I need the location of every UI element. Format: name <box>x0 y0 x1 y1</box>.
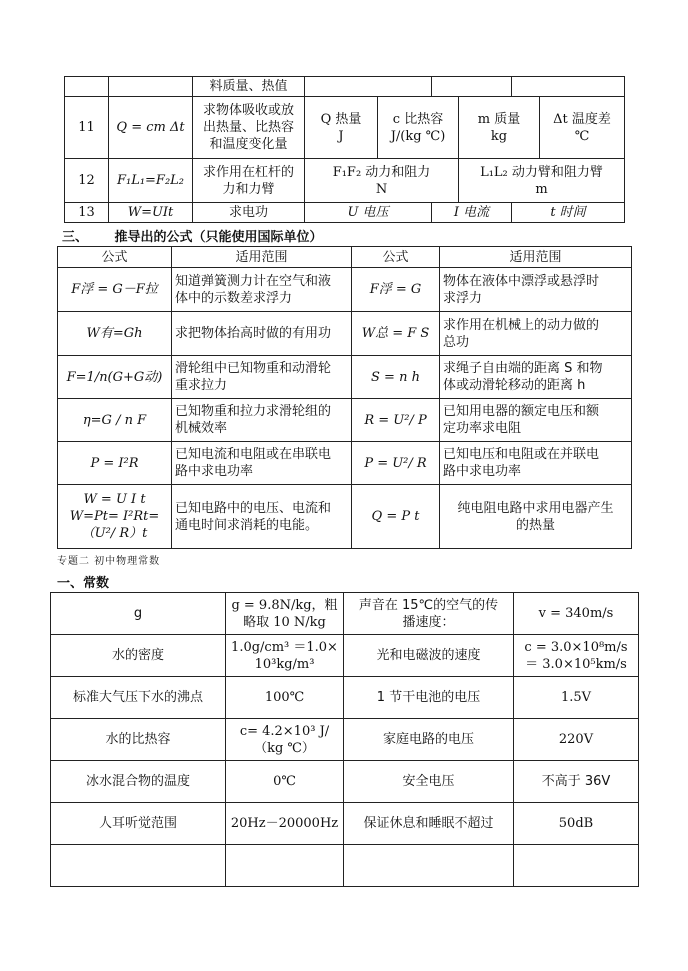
formula: F=1/n(G+G动) <box>58 356 172 399</box>
table-row <box>51 845 639 887</box>
constant-name: 声音在 15℃的空气的传 播速度： <box>344 593 514 635</box>
scope: 知道弹簧测力计在空气和液 体中的示数差求浮力 <box>172 268 352 312</box>
section-heading: 一、常数 <box>57 576 110 591</box>
scope: 滑轮组中已知物重和动滑轮 重求拉力 <box>172 356 352 399</box>
table-row <box>58 312 632 356</box>
table-cell <box>512 77 625 97</box>
section-title: 推导出的公式（只能使用国际单位） <box>114 230 323 245</box>
table-cell <box>305 77 432 97</box>
constant-name: 水的比热容 <box>51 719 226 761</box>
table-row <box>51 719 639 761</box>
table-cell <box>109 77 193 97</box>
constant-name: 水的密度 <box>51 635 226 677</box>
derived-formula-table <box>57 246 632 549</box>
formula: S = n h <box>352 356 440 399</box>
table-cell <box>65 77 109 97</box>
constant-value: c= 4.2×10³ J/ （kg ℃） <box>226 719 344 761</box>
formula: Q = cm Δt <box>109 97 193 159</box>
section-heading <box>62 226 323 245</box>
row-number: 13 <box>65 203 109 223</box>
variable: c 比热容 J/(kg ℃) <box>378 97 459 159</box>
section-number: 三、 <box>62 230 89 245</box>
formula: W=UIt <box>109 203 193 223</box>
constant-value: 100℃ <box>226 677 344 719</box>
scope: 求作用在机械上的动力做的 总功 <box>440 312 632 356</box>
scope: 求电功 <box>193 203 305 223</box>
table-row <box>51 761 639 803</box>
constant-name: 冰水混合物的温度 <box>51 761 226 803</box>
table-row <box>65 203 625 223</box>
special-topic-heading: 专题二 初中物理常数 <box>57 556 161 567</box>
table-cell <box>432 77 512 97</box>
column-header: 适用范围 <box>440 247 632 268</box>
scope: 已知电流和电阻或在串联电 路中求电功率 <box>172 442 352 485</box>
column-header: 公式 <box>58 247 172 268</box>
formula: η=G / n F <box>58 399 172 442</box>
scope: 求把物体抬高时做的有用功 <box>172 312 352 356</box>
empty-cell <box>226 845 344 887</box>
table-header-row <box>58 247 632 268</box>
variable: U 电压 <box>305 203 432 223</box>
table-row <box>58 268 632 312</box>
column-header: 公式 <box>352 247 440 268</box>
formula: W = U I t W=Pt= I²Rt= （U²/ R）t <box>58 485 172 549</box>
constant-value: 50dB <box>514 803 639 845</box>
formula: P = I²R <box>58 442 172 485</box>
table-row <box>65 159 625 203</box>
variable: Q 热量 J <box>305 97 378 159</box>
scope: 已知物重和拉力求滑轮组的 机械效率 <box>172 399 352 442</box>
variable: F₁F₂ 动力和阻力 N <box>305 159 459 203</box>
column-header: 适用范围 <box>172 247 352 268</box>
constant-name: 安全电压 <box>344 761 514 803</box>
table-row <box>65 77 625 97</box>
row-number: 11 <box>65 97 109 159</box>
empty-cell <box>344 845 514 887</box>
constant-value: v = 340m/s <box>514 593 639 635</box>
table-row <box>51 677 639 719</box>
table-row <box>58 442 632 485</box>
formula: R = U²/ P <box>352 399 440 442</box>
constant-value: g = 9.8N/kg，粗 略取 10 N/kg <box>226 593 344 635</box>
table-row <box>51 593 639 635</box>
formula: W有=Gh <box>58 312 172 356</box>
table-row <box>65 97 625 159</box>
scope: 已知用电器的额定电压和额 定功率求电阻 <box>440 399 632 442</box>
scope: 求作用在杠杆的 力和力臂 <box>193 159 305 203</box>
formula: Q = P t <box>352 485 440 549</box>
formula: F₁L₁=F₂L₂ <box>109 159 193 203</box>
row-number: 12 <box>65 159 109 203</box>
constant-name: 光和电磁波的速度 <box>344 635 514 677</box>
variable: Δt 温度差 ℃ <box>540 97 625 159</box>
formula: F浮 = G－F拉 <box>58 268 172 312</box>
constant-name: g <box>51 593 226 635</box>
constant-value: 0℃ <box>226 761 344 803</box>
variable: L₁L₂ 动力臂和阻力臂 m <box>459 159 625 203</box>
scope: 物体在液体中漂浮或悬浮时 求浮力 <box>440 268 632 312</box>
table-row <box>58 356 632 399</box>
table-row <box>51 803 639 845</box>
variable: t 时间 <box>512 203 625 223</box>
constant-value: 1.0g/cm³ ＝1.0× 10³kg/m³ <box>226 635 344 677</box>
scope: 纯电阻电路中求用电器产生 的热量 <box>440 485 632 549</box>
variable: I 电流 <box>432 203 512 223</box>
constant-name: 1 节干电池的电压 <box>344 677 514 719</box>
table-row <box>58 485 632 549</box>
constant-name: 标准大气压下水的沸点 <box>51 677 226 719</box>
constant-value: 1.5V <box>514 677 639 719</box>
scope: 已知电路中的电压、电流和 通电时间求消耗的电能。 <box>172 485 352 549</box>
formula: F浮 = G <box>352 268 440 312</box>
table-row <box>58 399 632 442</box>
table-row <box>51 635 639 677</box>
constant-value: 220V <box>514 719 639 761</box>
constant-value: 不高于 36V <box>514 761 639 803</box>
empty-cell <box>51 845 226 887</box>
constant-name: 家庭电路的电压 <box>344 719 514 761</box>
scope: 已知电压和电阻或在并联电 路中求电功率 <box>440 442 632 485</box>
formula: P = U²/ R <box>352 442 440 485</box>
constant-value: 20Hz－20000Hz <box>226 803 344 845</box>
basic-formula-table <box>64 76 625 223</box>
variable: m 质量 kg <box>459 97 540 159</box>
scope: 求绳子自由端的距离 S 和物 体或动滑轮移动的距离 h <box>440 356 632 399</box>
constants-table <box>50 592 639 887</box>
empty-cell <box>514 845 639 887</box>
constant-value: c = 3.0×10⁸m/s ＝ 3.0×10⁵km/s <box>514 635 639 677</box>
scope: 求物体吸收或放 出热量、比热容 和温度变化量 <box>193 97 305 159</box>
constant-name: 人耳听觉范围 <box>51 803 226 845</box>
formula: W总 = F S <box>352 312 440 356</box>
table-cell: 料质量、热值 <box>193 77 305 97</box>
constant-name: 保证休息和睡眠不超过 <box>344 803 514 845</box>
